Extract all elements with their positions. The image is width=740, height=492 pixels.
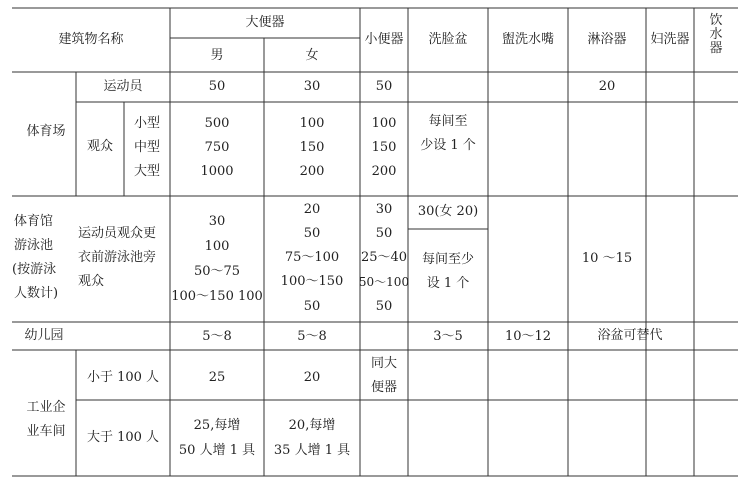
header-urinal: 小便器 — [364, 32, 404, 47]
stadium-label: 体育场 — [26, 124, 66, 139]
header-toilet: 大便器 — [245, 15, 285, 30]
gym-desc: 观众 — [78, 274, 105, 289]
stadium-athlete-urinal: 50 — [375, 79, 393, 94]
industry-less-urinal: 同大 — [370, 356, 398, 371]
gym-female: 75～100 — [284, 250, 340, 265]
stadium-audience-female: 100 — [299, 116, 325, 131]
industry-more-female: 35 人增 1 具 — [273, 443, 351, 458]
stadium-washbasin: 少设 1 个 — [420, 138, 476, 153]
stadium-size: 大型 — [133, 164, 161, 179]
gym-male: 30 — [208, 214, 226, 229]
gym-female: 100～150 — [280, 274, 344, 289]
stadium-audience-urinal: 100 — [371, 116, 397, 131]
header-male: 男 — [210, 48, 224, 63]
industry-less-urinal: 便器 — [370, 380, 398, 395]
industry-more-female: 20,每增 — [288, 418, 336, 433]
header-building-name: 建筑物名称 — [58, 32, 124, 47]
gym-urinal: 30 — [375, 202, 393, 217]
gym-desc: 运动员观众更 — [78, 226, 157, 241]
industry-more-male: 50 人增 1 具 — [178, 443, 256, 458]
stadium-athlete-label: 运动员 — [103, 79, 143, 94]
header-female: 女 — [305, 48, 319, 63]
gym-male: 100～150 100 — [171, 289, 263, 304]
header-drinking: 饮 水 器 — [709, 13, 723, 56]
header-basin-tap: 盥洗水嘴 — [501, 32, 555, 47]
gym-male: 100 — [204, 239, 230, 254]
stadium-size: 小型 — [133, 116, 161, 131]
gym-label: 游泳池 — [14, 238, 54, 253]
industry-label: 业车间 — [26, 424, 66, 439]
header-shower: 淋浴器 — [587, 32, 627, 47]
gym-label: 体育馆 — [14, 214, 54, 229]
gym-washbasin-bottom: 每间至少 — [421, 252, 475, 267]
kindergarten-shower: 浴盆可替代 — [597, 328, 663, 343]
gym-urinal: 25～40 — [360, 250, 408, 265]
industry-less-male: 25 — [208, 370, 226, 385]
gym-urinal: 50～100 — [358, 275, 410, 289]
industry-more-male: 25,每增 — [193, 418, 241, 433]
gym-washbasin-bottom: 设 1 个 — [426, 276, 470, 291]
stadium-audience-female: 200 — [299, 164, 325, 179]
stadium-athlete-shower: 20 — [598, 79, 616, 94]
gym-label: 人数计) — [14, 286, 59, 301]
gym-female: 50 — [303, 226, 321, 241]
stadium-audience-male: 1000 — [200, 164, 234, 179]
gym-urinal: 50 — [375, 226, 393, 241]
stadium-audience-male: 750 — [204, 140, 230, 155]
gym-male: 50～75 — [193, 264, 241, 279]
stadium-audience-label: 观众 — [86, 139, 114, 154]
stadium-audience-urinal: 200 — [371, 164, 397, 179]
gym-female: 20 — [303, 202, 321, 217]
gym-washbasin-top: 30(女 20) — [417, 204, 479, 219]
kindergarten-male: 5～8 — [202, 329, 232, 344]
gym-desc: 衣前游泳池旁 — [78, 250, 157, 265]
kindergarten-washbasin: 3～5 — [433, 329, 463, 344]
gym-urinal: 50 — [375, 299, 393, 314]
gym-female: 50 — [303, 299, 321, 314]
gym-shower: 10 ～15 — [581, 251, 633, 266]
kindergarten-basin-tap: 10～12 — [504, 329, 552, 344]
stadium-audience-urinal: 150 — [371, 140, 397, 155]
stadium-size: 中型 — [133, 140, 161, 155]
industry-more-label: 大于 100 人 — [86, 430, 160, 445]
kindergarten-label: 幼儿园 — [24, 328, 64, 343]
gym-label: (按游泳 — [12, 262, 57, 277]
industry-label: 工业企 — [26, 400, 66, 415]
kindergarten-female: 5～8 — [297, 329, 327, 344]
stadium-audience-male: 500 — [204, 116, 230, 131]
stadium-audience-female: 150 — [299, 140, 325, 155]
stadium-athlete-male: 50 — [208, 79, 226, 94]
header-washbasin: 洗脸盆 — [428, 32, 468, 47]
stadium-washbasin: 每间至 — [428, 114, 468, 129]
industry-less-female: 20 — [303, 370, 321, 385]
industry-less-label: 小于 100 人 — [86, 370, 160, 385]
stadium-athlete-female: 30 — [303, 79, 321, 94]
header-bidet: 妇洗器 — [650, 32, 690, 47]
